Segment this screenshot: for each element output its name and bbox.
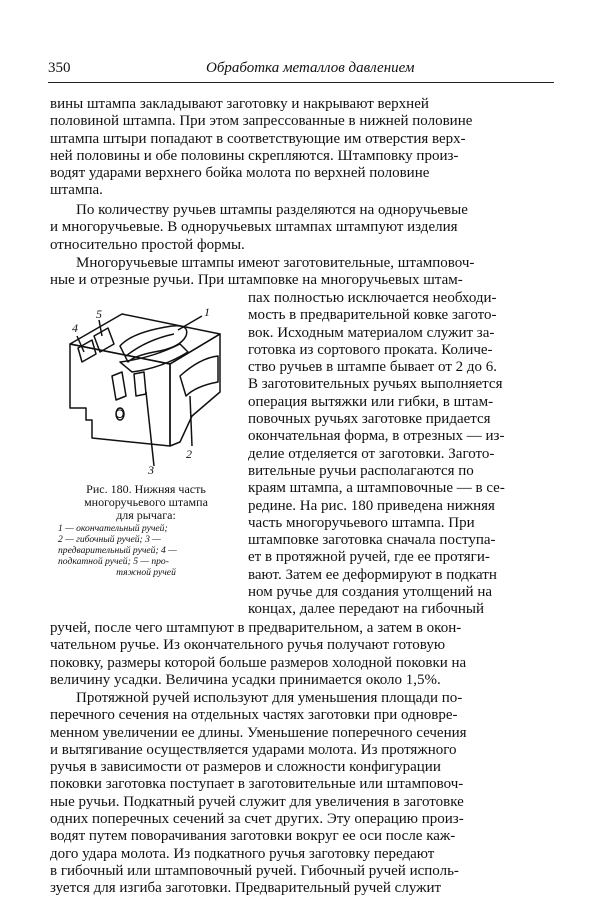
stamp-figure (62, 296, 234, 474)
groove-bend (180, 356, 218, 396)
text-line: и вытягивание осуществляется ударами молота. Из протяжного (50, 741, 457, 758)
text-line: ручья в зависимости от размеров и сложности конфигурации (50, 759, 441, 776)
text-line: штамповке заготовка сначала поступа- (248, 532, 496, 549)
figure-label-4: 4 (72, 321, 78, 335)
text-line: ном ручье для создания утолщений на (248, 584, 493, 601)
caption-line: 2 — гибочный ручей; 3 — (58, 534, 161, 545)
paragraph-5 (50, 690, 554, 898)
caption-line: многоручьевого штампа (84, 495, 208, 509)
header-rule (48, 82, 554, 83)
text-line: операция вытяжки или гибки, в штам- (248, 393, 494, 410)
text-line: половиной штампа. При этом запрессованные в нижней половине (50, 113, 473, 130)
text-line: ней половины и обе половины скрепляются. Штамповку произ- (50, 147, 459, 164)
paragraph-3-wrap (248, 290, 554, 619)
stamp-mark: O (115, 407, 125, 421)
text-line: концах, далее передают на гибочный (248, 601, 484, 618)
figure-label-3: 3 (148, 463, 154, 474)
text-line: ные и отрезные ручьи. При штамповке на многоручьевых штам- (50, 272, 463, 289)
caption-line: подкатной ручей; 5 — про- (58, 556, 169, 567)
text-line: пах полностью исключается необходи- (248, 290, 497, 306)
figure-label-1: 1 (204, 305, 210, 319)
paragraph-2 (50, 202, 554, 254)
groove-draw (94, 328, 114, 352)
caption-line: 1 — окончательный ручей; (58, 523, 168, 534)
running-title: Обработка металлов давлением (206, 60, 415, 76)
text-line: ет в протяжной ручей, где ее протяги- (248, 549, 490, 566)
text-line: Многоручьевые штампы имеют заготовительные, штамповоч- (76, 255, 475, 271)
text-line: ство ручьев в штампе бывает от 2 до 6. (248, 359, 498, 376)
caption-line: тяжной ручей (116, 567, 176, 578)
caption-line: Рис. 180. Нижняя часть (86, 482, 206, 496)
text-line: вок. Исходным материалом служит за- (248, 324, 495, 341)
text-line: редине. На рис. 180 приведена нижняя (248, 497, 495, 514)
paragraph-1 (50, 96, 554, 200)
text-line: поковку, размеры которой больше размеров холодной поковки на (50, 654, 467, 671)
page-number: 350 (48, 60, 71, 76)
text-line: часть многоручьевого штампа. При (248, 514, 475, 531)
text-line: окончательная форма, в отрезных — из- (248, 428, 505, 445)
text-line: менном увеличении ее длины. Уменьшение поперечного сечения (50, 724, 467, 741)
figure-label-5: 5 (96, 307, 102, 321)
text-line: в гибочный или штамповочный ручей. Гибочный ручей исполь- (50, 862, 459, 879)
running-header (48, 60, 556, 82)
text-line: вины штампа закладывают заготовку и накрывают верхней (50, 96, 429, 112)
text-line: готовка из сортового проката. Количе- (248, 341, 493, 358)
text-line: дого удара молота. Из подкатного ручья заготовку передают (50, 845, 435, 862)
text-line: краям штампа, а штамповочные — в се- (248, 480, 505, 497)
text-line: вительные ручьи располагаются по (248, 462, 474, 479)
text-line: ручей, после чего штампуют в предварительном, а затем в окон- (50, 620, 462, 636)
text-line: поковки заготовка поступает в заготовительные или штамповоч- (50, 776, 464, 793)
text-line: делие отделяется от заготовки. Загото- (248, 445, 495, 462)
caption-line: для рычага: (116, 508, 176, 522)
text-line: перечного сечения на отдельных частях заготовки при одновре- (50, 707, 458, 724)
figure-legend (58, 523, 234, 578)
text-line: Протяжной ручей используют для уменьшения площади по- (76, 690, 463, 706)
text-line: мость в предварительной ковке загото- (248, 307, 497, 324)
stamp-front-face (70, 344, 170, 446)
paragraph-4 (50, 620, 554, 689)
text-line: повочных ручьях заготовке придается (248, 411, 491, 428)
text-line: штампа штыри попадают в соответствующие им отверстия верх- (50, 130, 466, 147)
text-line: и многоручьевые. В одноручьевых штампах штампуют изделия (50, 219, 458, 236)
text-line: относительно простой формы. (50, 236, 245, 253)
text-line: водят путем поворачивания заготовки вокруг ее оси после каж- (50, 828, 456, 845)
text-line: водят ударами верхнего бойка молота по верхней половине (50, 165, 430, 182)
groove-preliminary (120, 344, 188, 372)
text-line: По количеству ручьев штампы разделяются на одноручьевые (76, 202, 468, 218)
text-line: зуется для изгиба заготовки. Предварительный ручей служит (50, 880, 442, 897)
paragraph-3 (50, 255, 554, 290)
figure-caption (58, 483, 234, 522)
text-line: величину усадки. Величина усадки принимается около 1,5%. (50, 671, 441, 688)
figure-label-2: 2 (186, 447, 192, 461)
text-line: штампа. (50, 182, 103, 199)
text-line: одних поперечных сечений за счет других. Эту операцию произ- (50, 811, 464, 828)
text-line: ные ручьи. Подкатный ручей служит для увеличения в заготовке (50, 793, 464, 810)
text-line: чательном ручье. Из окончательного ручья получают готовую (50, 637, 446, 654)
caption-line: предварительный ручей; 4 — (58, 545, 177, 556)
text-line: вают. Затем ее деформируют в подкатн (248, 566, 497, 583)
text-line: В заготовительных ручьях выполняется (248, 376, 503, 393)
